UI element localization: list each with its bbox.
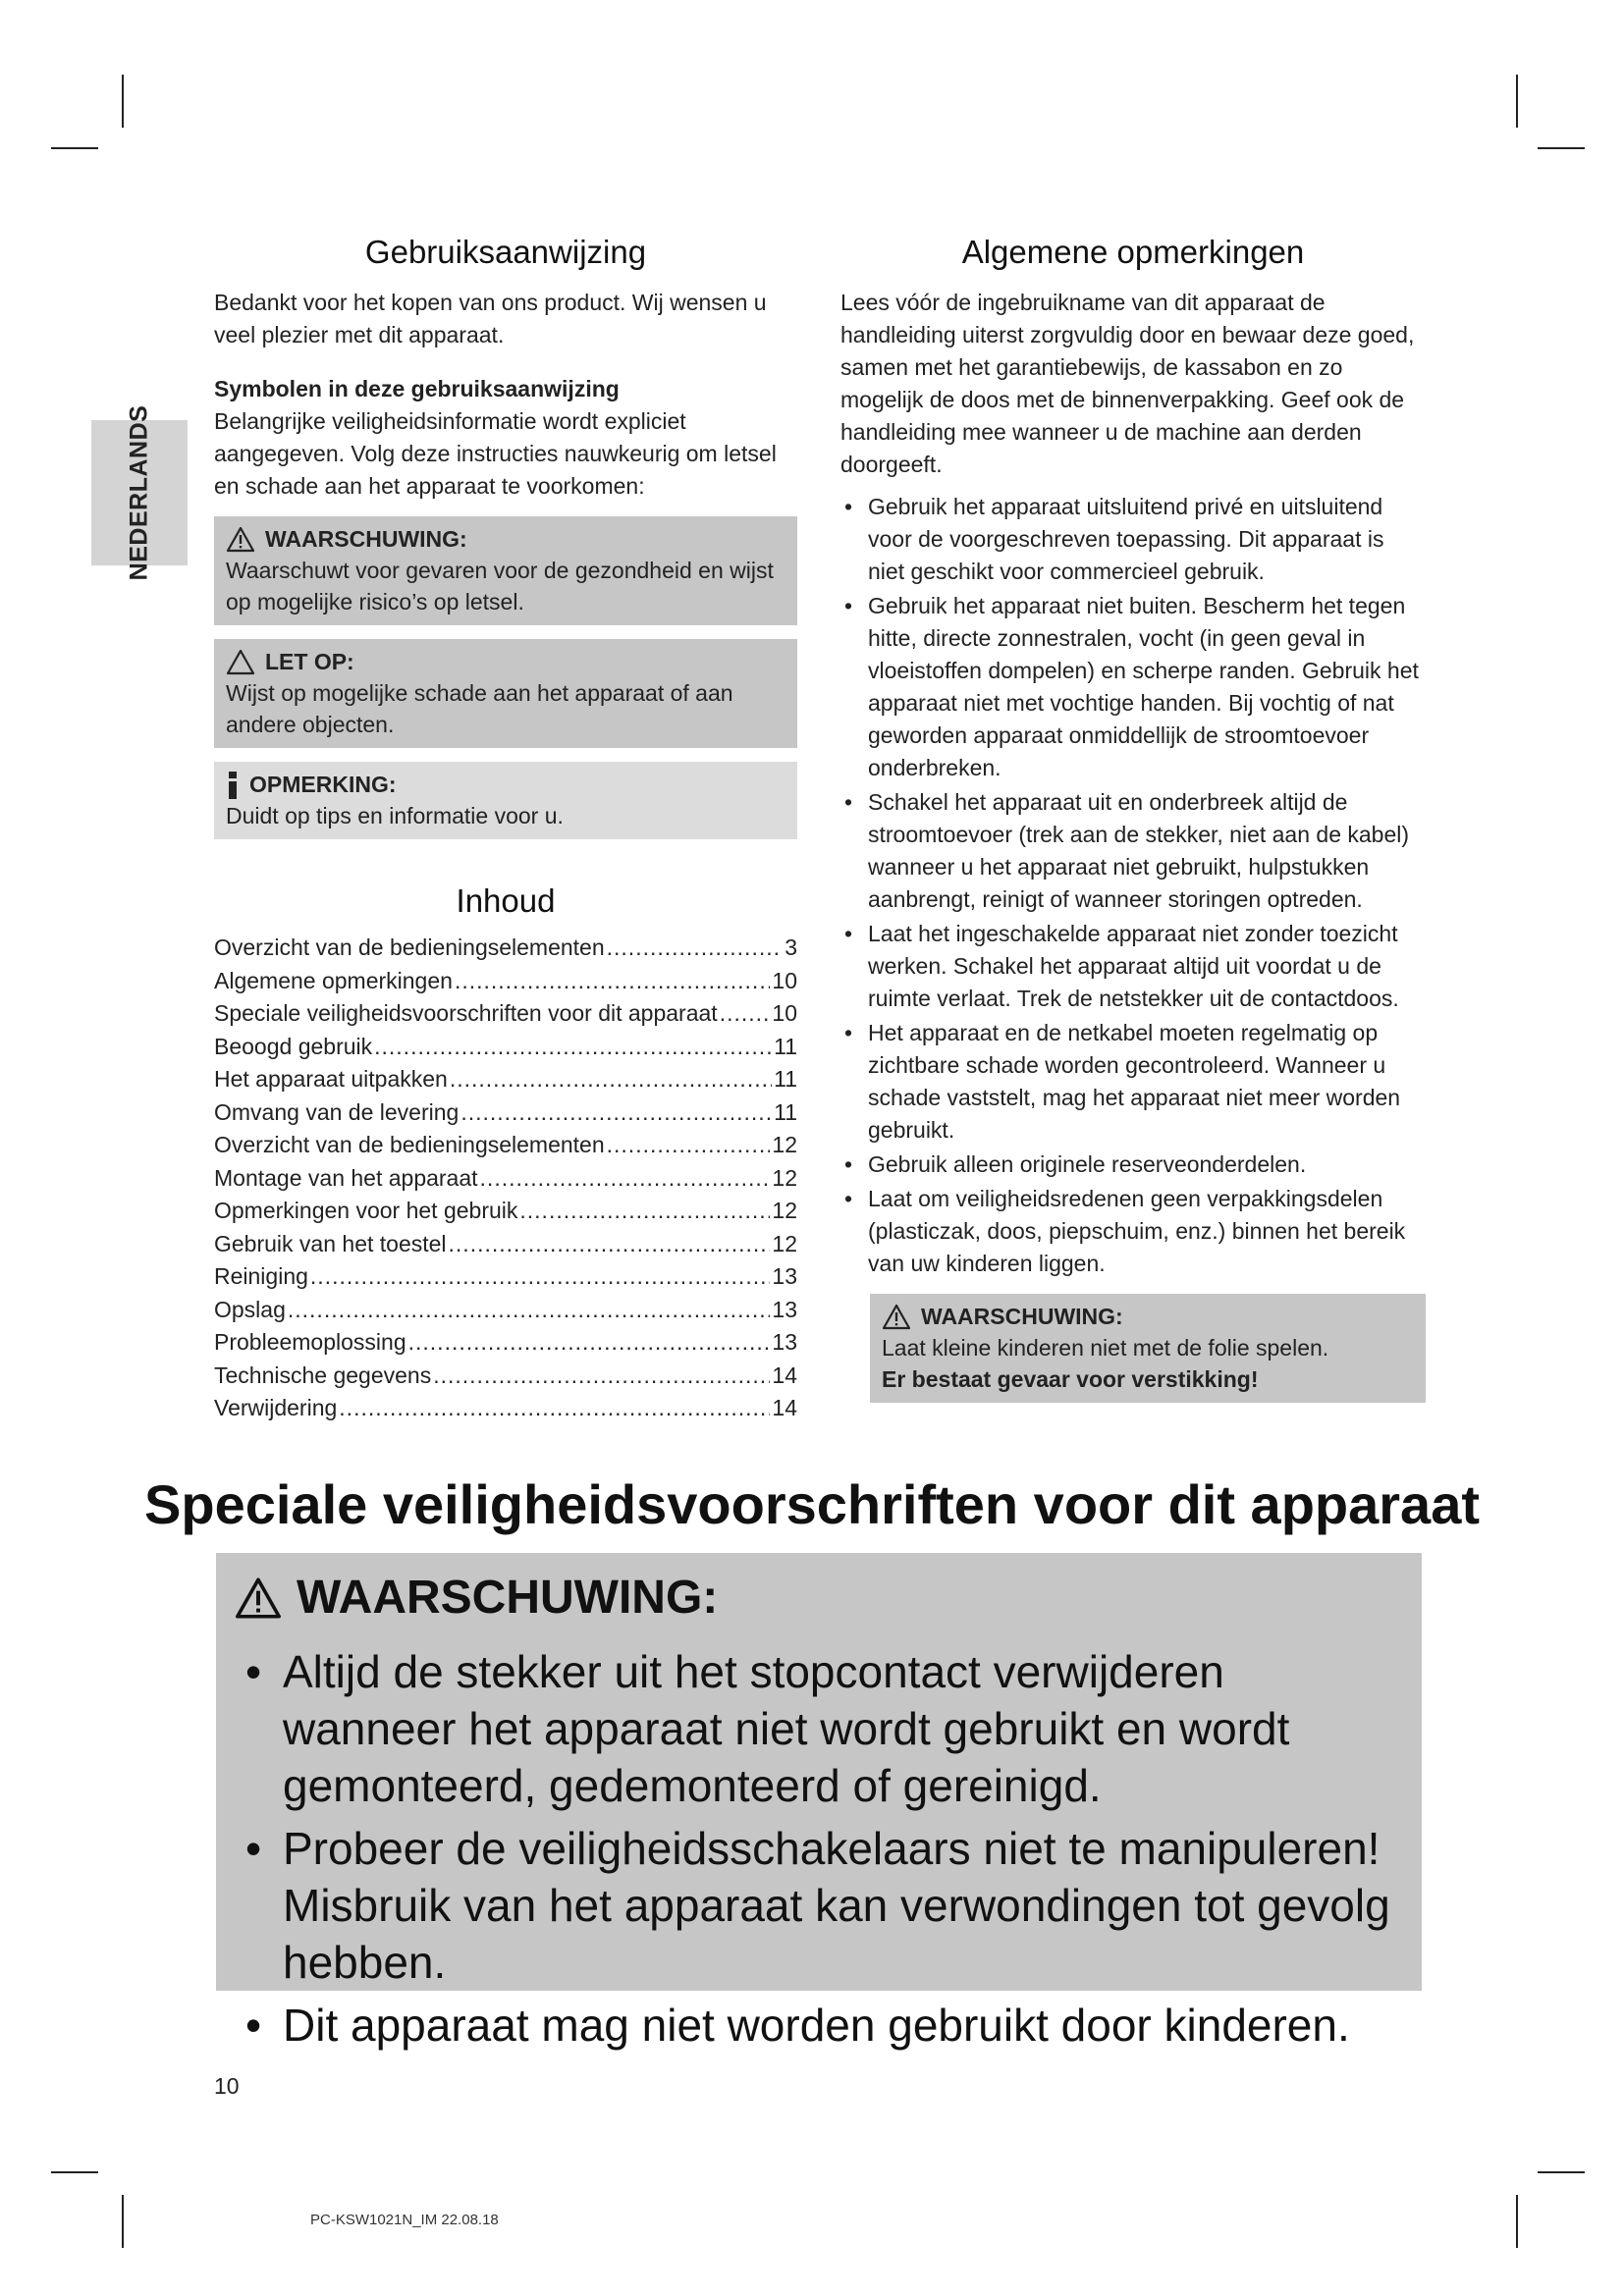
packaging-warning-text: Laat kleine kinderen niet met de folie spelen. [882, 1335, 1329, 1361]
right-column [840, 234, 1426, 1403]
note-title: OPMERKING: [249, 772, 397, 797]
special-warning-box [216, 1553, 1422, 2051]
warning-triangle-icon [234, 1576, 283, 1620]
toc-row[interactable]: Algemene opmerkingen ..... 10 [214, 965, 797, 998]
list-item: • Probeer de veiligheidsschakelaars niet te manipuleren! Misbruik van het apparaat kan verwondingen tot gevolg hebben. [234, 1820, 1402, 1991]
symbols-heading: Symbolen in deze gebruiksaanwijzing [214, 376, 620, 401]
toc-row[interactable]: Speciale veiligheidsvoorschriften voor dit apparaat ..... 10 [214, 997, 797, 1031]
special-warning-list [234, 1643, 1402, 2059]
info-icon [226, 772, 240, 799]
crop-mark [51, 2171, 98, 2173]
note-box [214, 762, 797, 839]
table-of-contents [214, 932, 797, 1425]
general-remarks-list [840, 491, 1426, 1280]
toc-row[interactable]: Verwijdering ..... 14 [214, 1392, 797, 1425]
list-item: • Het apparaat en de netkabel moeten regelmatig op zichtbare schade worden gecontroleerd. Wanneer u schade vaststelt, mag het apparaat niet meer worden gebruikt. [840, 1017, 1426, 1147]
list-item: • Gebruik het apparaat uitsluitend privé en uitsluitend voor de voorgeschreven toepassing. Dit apparaat is niet geschikt voor commercieel gebruik. [840, 491, 1426, 588]
special-safety-title: Speciale veiligheidsvoorschriften voor dit apparaat [144, 1473, 1480, 1535]
warning-text: Waarschuwt voor gevaren voor de gezondheid en wijst op mogelijke risico’s op letsel. [226, 558, 774, 614]
print-footer: PC-KSW1021N_IM 22.08.18 [310, 2212, 499, 2228]
toc-title: Inhoud [456, 882, 556, 919]
general-remarks-intro: Lees vóór de ingebruikname van dit apparaat de handleiding uiterst zorgvuldig door en bewaar deze goed, samen met het garantiebewijs, de kassabon en zo mogelijk de doos met de binnenverpakking. Geef ook de handleiding mee wanneer u de machine aan derden doorgeeft. [840, 290, 1415, 477]
toc-row[interactable]: Opslag ..... 13 [214, 1294, 797, 1327]
crop-mark [122, 2195, 124, 2248]
crop-mark [1538, 147, 1585, 149]
general-remarks-title: Algemene opmerkingen [961, 234, 1305, 270]
special-warning-title: WAARSCHUWING: [297, 1572, 719, 1624]
warning-triangle-icon [882, 1304, 911, 1330]
page-number: 10 [214, 2073, 240, 2099]
list-item: • Dit apparaat mag niet worden gebruikt door kinderen. [234, 1997, 1402, 2054]
language-tab [91, 404, 188, 581]
warning-triangle-icon [226, 526, 255, 553]
toc-row[interactable]: Montage van het apparaat ..... 12 [214, 1162, 797, 1196]
manual-title: Gebruiksaanwijzing [364, 234, 647, 270]
crop-mark [1516, 75, 1518, 128]
packaging-warning-bold: Er bestaat gevaar voor verstikking! [882, 1366, 1259, 1392]
crop-mark [1516, 2195, 1518, 2248]
crop-mark [122, 75, 124, 128]
caution-title: LET OP: [265, 649, 354, 674]
toc-row[interactable]: Overzicht van de bedieningselementen ..... 3 [214, 932, 797, 965]
caution-triangle-icon [226, 649, 255, 675]
list-item: • Gebruik alleen originele reserveonderdelen. [840, 1148, 1426, 1181]
toc-row[interactable]: Reiniging ..... 13 [214, 1260, 797, 1294]
list-item: • Gebruik het apparaat niet buiten. Bescherm het tegen hitte, directe zonnestralen, vocht (in geen geval in vloeistoffen dompelen) en scherpe randen. Gebruik het apparaat niet met vochtige handen. Bij vochtig of nat geworden apparaat onmiddellijk de stroomtoevoer onderbreken. [840, 590, 1426, 784]
toc-row[interactable]: Gebruik van het toestel ..... 12 [214, 1228, 797, 1261]
warning-title: WAARSCHUWING: [265, 526, 467, 552]
list-item: • Altijd de stekker uit het stopcontact verwijderen wanneer het apparaat niet wordt gebruikt en wordt gemonteerd, gedemonteerd of gereinigd. [234, 1643, 1402, 1814]
toc-row[interactable]: Probleemoplossing ..... 13 [214, 1326, 797, 1360]
intro-text: Bedankt voor het kopen van ons product. Wij wensen u veel plezier met dit apparaat. [214, 290, 767, 347]
crop-mark [1538, 2171, 1585, 2173]
toc-row[interactable]: Beoogd gebruik ..... 11 [214, 1031, 797, 1064]
symbols-text: Belangrijke veiligheidsinformatie wordt expliciet aangegeven. Volg deze instructies nauwkeurig om letsel en schade aan het apparaat te voorkomen: [214, 408, 777, 499]
toc-row[interactable]: Opmerkingen voor het gebruik ..... 12 [214, 1195, 797, 1228]
toc-row[interactable]: Overzicht van de bedieningselementen ..... 12 [214, 1129, 797, 1162]
list-item: • Laat om veiligheidsredenen geen verpakkingsdelen (plasticzak, doos, piepschuim, enz.) binnen het bereik van uw kinderen liggen. [840, 1183, 1426, 1280]
list-item: • Schakel het apparaat uit en onderbreek altijd de stroomtoevoer (trek aan de stekker, niet aan de kabel) wanneer u het apparaat niet gebruikt, hulpstukken aanbrengt, reinigt of wanneer storingen optreden. [840, 786, 1426, 916]
left-column [214, 234, 797, 1425]
crop-mark [51, 147, 98, 149]
caution-box [214, 639, 797, 748]
toc-row[interactable]: Het apparaat uitpakken ..... 11 [214, 1063, 797, 1096]
packaging-warning-title: WAARSCHUWING: [921, 1304, 1123, 1329]
toc-row[interactable]: Technische gegevens ..... 14 [214, 1360, 797, 1393]
list-item: • Laat het ingeschakelde apparaat niet zonder toezicht werken. Schakel het apparaat altijd uit voordat u de ruimte verlaat. Trek de netstekker uit de contactdoos. [840, 918, 1426, 1015]
note-text: Duidt op tips en informatie voor u. [226, 803, 564, 828]
packaging-warning-box [870, 1294, 1426, 1403]
toc-row[interactable]: Omvang van de levering ..... 11 [214, 1096, 797, 1130]
caution-text: Wijst op mogelijke schade aan het apparaat of aan andere objecten. [226, 680, 733, 737]
warning-box [214, 516, 797, 625]
language-tab-label: NEDERLANDS [125, 404, 153, 581]
